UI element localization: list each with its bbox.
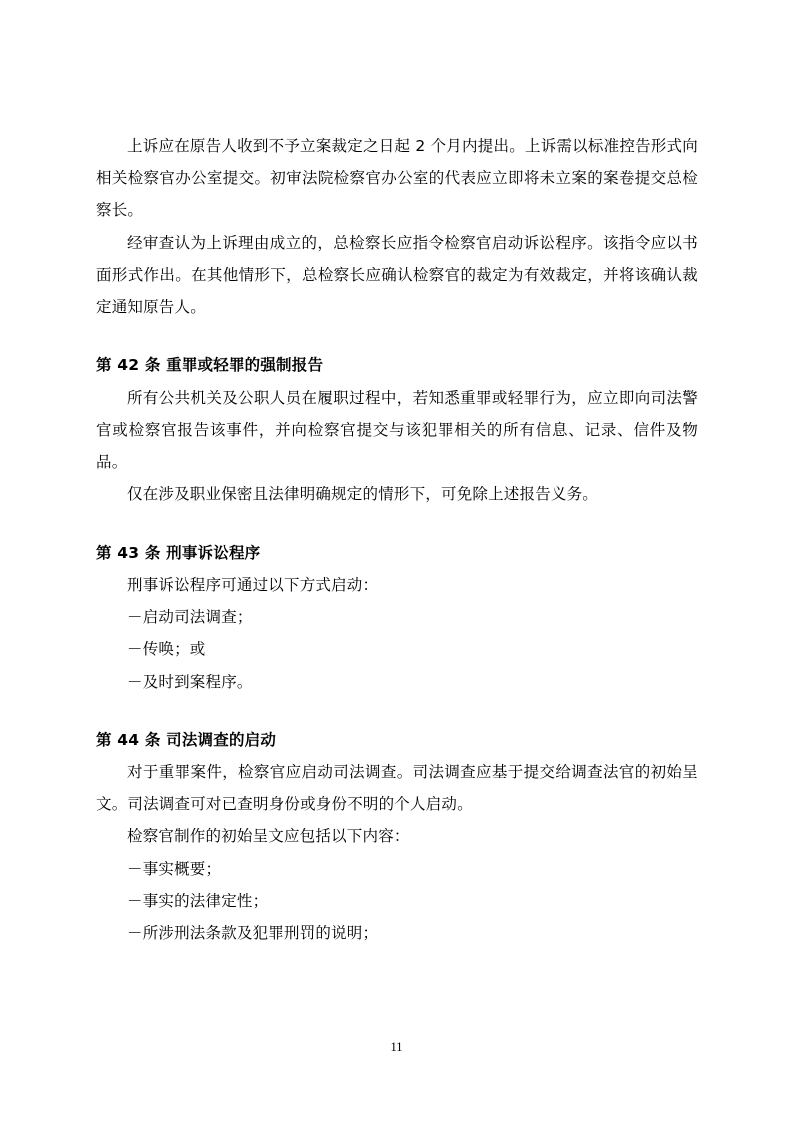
page-content: [96, 130, 698, 949]
paragraph: 上诉应在原告人收到不予立案裁定之日起 2 个月内提出。上诉需以标准控告形式向相关检察官办公室提交。初审法院检察官办公室的代表应立即将未立案的案卷提交总检察长。: [96, 137, 698, 220]
paragraph: 所有公共机关及公职人员在履职过程中，若知悉重罪或轻罪行为，应立即向司法警官或检察官报告该事件，并向检察官提交与该犯罪相关的所有信息、记录、信件及物品。: [96, 388, 698, 472]
page-number: 11: [390, 1040, 403, 1054]
section-heading: 第 43 条 刑事诉讼程序: [96, 543, 261, 562]
spacer: [96, 698, 698, 724]
paragraph: 仅在涉及职业保密且法律明确规定的情形下，可免除上述报告义务。: [127, 485, 599, 504]
section-heading: 第 42 条 重罪或轻罪的强制报告: [96, 356, 324, 375]
list-item: －事实概要；: [127, 859, 222, 878]
list-item: －启动司法调查；: [127, 608, 253, 627]
list-item: －及时到案程序。: [127, 672, 253, 691]
paragraph: 对于重罪案件，检察官应启动司法调查。司法调查应基于提交给调查法官的初始呈文。司法调查可对已查明身份或身份不明的个人启动。: [96, 762, 698, 814]
spacer: [96, 323, 698, 349]
spacer: [96, 511, 698, 537]
paragraph: 检察官制作的初始呈文应包括以下内容：: [127, 827, 410, 846]
section-heading: 第 44 条 司法调查的启动: [96, 730, 277, 749]
list-item: －所涉刑法条款及犯罪刑罚的说明；: [127, 924, 379, 943]
list-item: －事实的法律定性；: [127, 891, 269, 910]
paragraph: 刑事诉讼程序可通过以下方式启动：: [127, 575, 379, 594]
paragraph: 经审查认为上诉理由成立的，总检察长应指令检察官启动诉讼程序。该指令应以书面形式作出。在其他情形下，总检察长应确认检察官的裁定为有效裁定，并将该确认裁定通知原告人。: [96, 233, 698, 317]
list-item: －传唤；或: [127, 640, 206, 659]
